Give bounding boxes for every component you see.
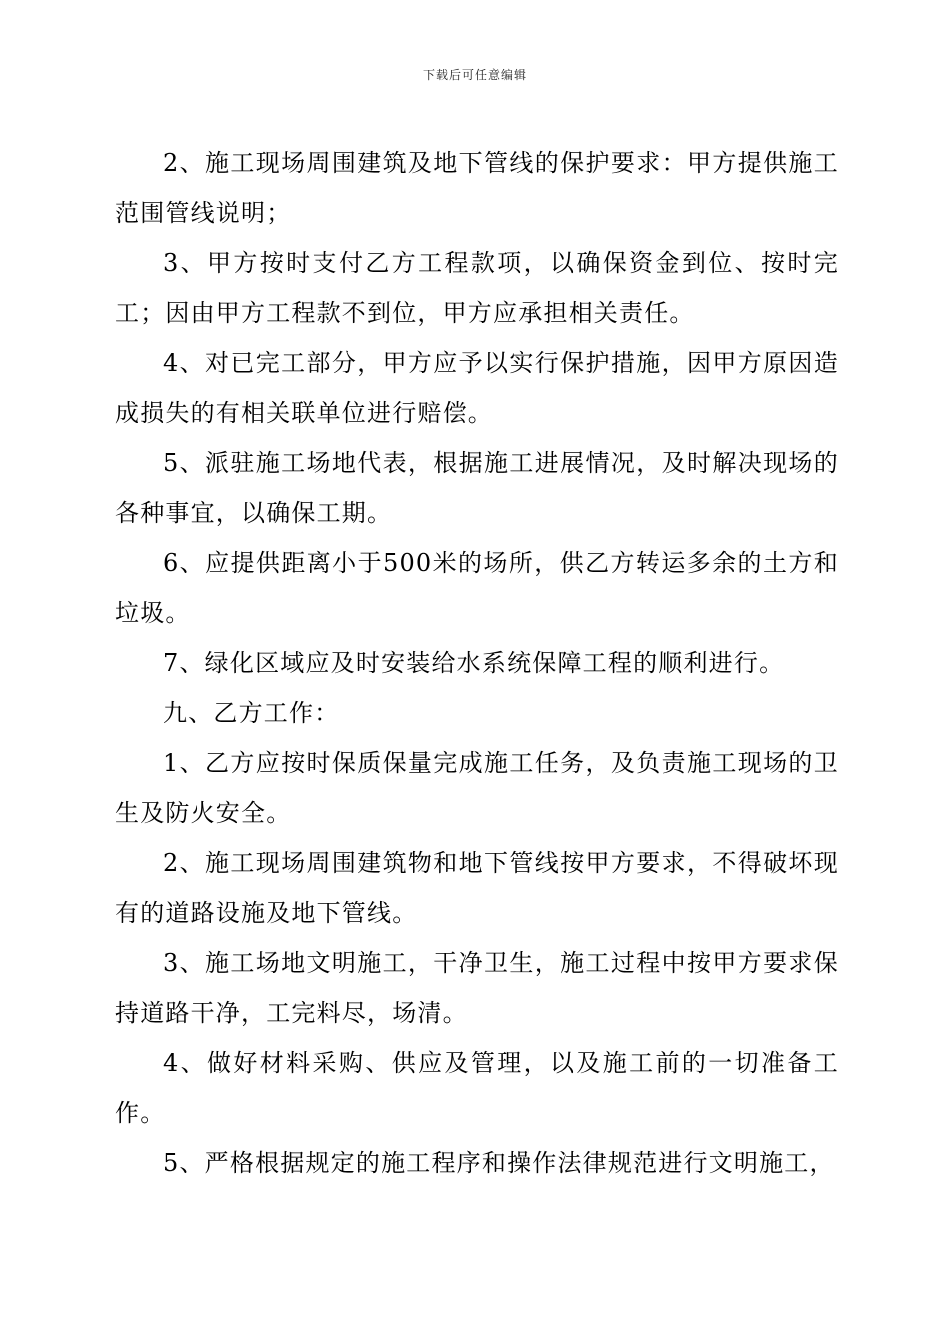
document-body bbox=[115, 138, 839, 1188]
paragraph-gov-4: 4、对已完工部分，甲方应予以实行保护措施，因甲方原因造成损失的有相关联单位进行赔偿。 bbox=[115, 349, 839, 427]
paragraph-gov-3: 3、甲方按时支付乙方工程款项，以确保资金到位、按时完工；因由甲方工程款不到位，甲方应承担相关责任。 bbox=[115, 249, 839, 327]
paragraph-gov-2: 2、施工现场周围建筑及地下管线的保护要求：甲方提供施工范围管线说明； bbox=[115, 149, 839, 227]
header-note: 下载后可任意编辑 bbox=[422, 68, 527, 82]
section-heading-party-b: 九、乙方工作： bbox=[163, 699, 340, 727]
paragraph-gov-7: 7、绿化区域应及时安装给水系统保障工程的顺利进行。 bbox=[163, 649, 785, 677]
paragraph-partyb-3: 3、施工场地文明施工，干净卫生，施工过程中按甲方要求保持道路干净，工完料尽，场清。 bbox=[115, 949, 839, 1027]
paragraph-partyb-2: 2、施工现场周围建筑物和地下管线按甲方要求，不得破坏现有的道路设施及地下管线。 bbox=[115, 849, 839, 927]
paragraph-partyb-4: 4、做好材料采购、供应及管理，以及施工前的一切准备工作。 bbox=[115, 1049, 839, 1127]
paragraph-partyb-5: 5、严格根据规定的施工程序和操作法律规范进行文明施工， bbox=[163, 1149, 835, 1177]
paragraph-partyb-1: 1、乙方应按时保质保量完成施工任务，及负责施工现场的卫生及防火安全。 bbox=[115, 749, 839, 827]
paragraph-gov-5: 5、派驻施工场地代表，根据施工进展情况，及时解决现场的各种事宜，以确保工期。 bbox=[115, 449, 839, 527]
paragraph-gov-6: 6、应提供距离小于500米的场所，供乙方转运多余的土方和垃圾。 bbox=[115, 549, 839, 627]
